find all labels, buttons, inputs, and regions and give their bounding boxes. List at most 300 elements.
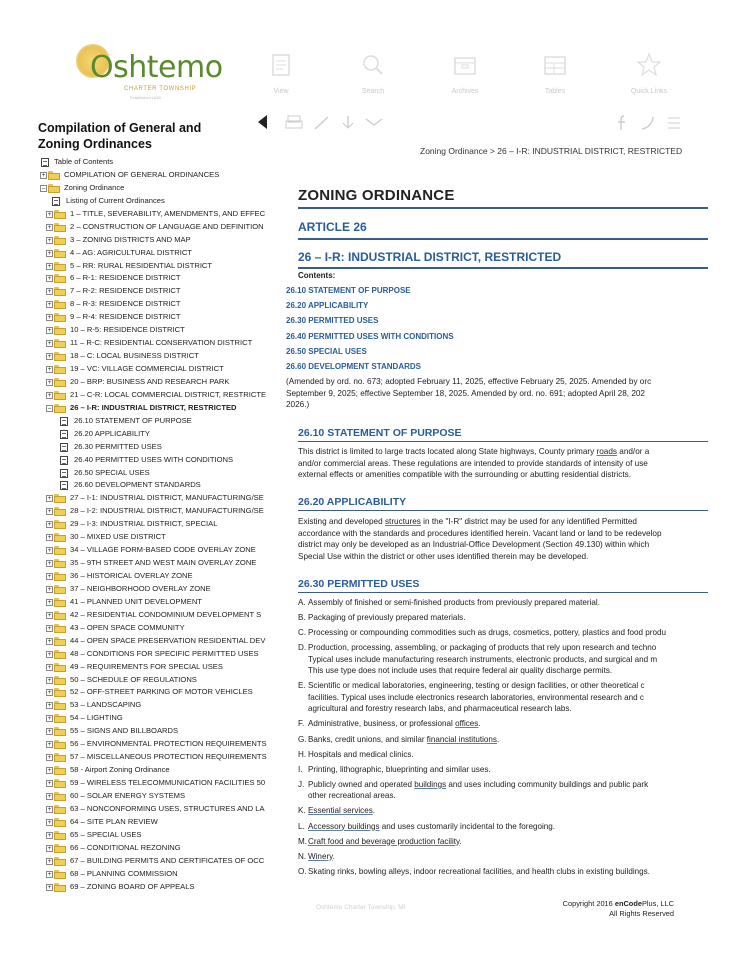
toc-tree-label[interactable]: 48 – CONDITIONS FOR SPECIFIC PERMITTED USES [70, 648, 259, 658]
toc-tree-label[interactable]: 69 – ZONING BOARD OF APPEALS [70, 881, 195, 891]
expand-toggle-icon[interactable]: + [47, 223, 52, 231]
defined-term-link[interactable]: Essential services [308, 806, 373, 816]
toc-tree-label[interactable]: 4 – AG: AGRICULTURAL DISTRICT [70, 247, 192, 257]
defined-term-link[interactable]: structures [384, 517, 421, 526]
toc-tree-label[interactable]: 36 – HISTORICAL OVERLAY ZONE [70, 571, 193, 580]
expand-toggle-icon[interactable]: + [47, 521, 52, 529]
folder-icon [54, 844, 66, 853]
toc-tree-item[interactable] [38, 479, 278, 492]
contents-label: Contents: [298, 271, 336, 280]
print-icon[interactable] [284, 113, 304, 133]
toc-tree-label[interactable]: 57 – MISCELLANEOUS PROTECTION REQUIREMENTS [70, 752, 267, 762]
document-icon [60, 417, 68, 426]
toc-tree-item[interactable] [38, 298, 278, 311]
folder-icon [54, 326, 66, 335]
folder-icon [54, 883, 66, 892]
defined-term-link[interactable]: roads [596, 447, 617, 456]
toc-tree-label[interactable]: 1 – TITLE, SEVERABILITY, AMENDMENTS, AND EFFEC [70, 208, 266, 218]
list-item-body [308, 597, 708, 609]
toc-tree-item[interactable] [38, 208, 278, 221]
toc-link[interactable]: 26.40 PERMITTED USES WITH CONDITIONS [286, 331, 454, 341]
purpose-text [298, 446, 708, 481]
toc-tree [38, 156, 278, 893]
amendment-line: September 9, 2025; effective September 18, 2025. Amended by ord. no. 691; adopted April 28, 202 [286, 388, 645, 398]
toc-tree-label[interactable]: 37 – NEIGHBORHOOD OVERLAY ZONE [70, 583, 211, 593]
toc-tree-item[interactable] [38, 725, 278, 738]
nav-tables[interactable] [520, 52, 590, 96]
list-item-line [308, 779, 708, 791]
toc-tree-item[interactable] [38, 363, 278, 376]
toc-tree-item[interactable] [38, 596, 278, 609]
toc-tree-label[interactable]: 18 – C: LOCAL BUSINESS DISTRICT [70, 351, 199, 361]
folder-icon [54, 766, 66, 775]
toc-tree-label[interactable]: 26.30 PERMITTED USES [74, 441, 162, 451]
expand-toggle-icon[interactable]: + [47, 818, 52, 826]
list-item-line [308, 692, 708, 704]
toc-tree-label[interactable]: 35 – 9TH STREET AND WEST MAIN OVERLAY ZONE [70, 558, 257, 568]
expand-toggle-icon[interactable]: + [47, 624, 52, 632]
list-item-line [308, 612, 708, 624]
nav-archives[interactable] [430, 52, 500, 96]
copyright-brand: enCode [614, 899, 642, 908]
toc-tree-item[interactable] [38, 260, 278, 273]
expand-toggle-icon[interactable]: + [47, 715, 52, 723]
toc-tree-item[interactable] [38, 467, 278, 480]
toc-tree-label[interactable]: 3 – ZONING DISTRICTS AND MAP [70, 234, 191, 244]
expand-toggle-icon[interactable]: + [47, 262, 52, 270]
toc-tree-label[interactable]: 6 – R-1: RESIDENCE DISTRICT [70, 273, 181, 283]
expand-toggle-icon[interactable]: + [47, 340, 52, 348]
toc-tree-label[interactable]: 8 – R-3: RESIDENCE DISTRICT [70, 299, 181, 309]
defined-term-link[interactable]: Winery [308, 851, 333, 861]
article-heading: ARTICLE 26 [298, 220, 367, 234]
expand-toggle-icon[interactable]: + [47, 792, 52, 800]
permitted-use-item [298, 642, 708, 677]
expand-toggle-icon[interactable]: + [47, 560, 52, 568]
amendment-line: 2026.) [286, 400, 310, 410]
toc-tree-label[interactable]: 11 – R-C: RESIDENTIAL CONSERVATION DISTRICT [70, 338, 253, 348]
toc-tree-label[interactable]: Zoning Ordinance [64, 182, 125, 192]
toc-tree-label[interactable]: 56 – ENVIRONMENTAL PROTECTION REQUIREMENTS [70, 739, 267, 749]
defined-term-link[interactable]: buildings [414, 779, 447, 789]
expand-toggle-icon[interactable]: + [47, 767, 52, 775]
toc-link[interactable]: 26.20 APPLICABILITY [286, 301, 369, 311]
expand-toggle-icon[interactable]: + [47, 650, 52, 658]
toc-tree-item[interactable] [38, 583, 278, 596]
copyright-line [520, 899, 674, 909]
expand-toggle-icon[interactable]: + [47, 275, 52, 283]
edit-icon[interactable] [312, 113, 332, 133]
toc-tree-label[interactable]: 7 – R-2: RESIDENCE DISTRICT [70, 286, 181, 296]
toc-tree-label[interactable]: 63 – NONCONFORMING USES, STRUCTURES AND LA [70, 803, 265, 813]
expand-toggle-icon[interactable]: + [47, 844, 52, 852]
footer-township: Oshtemo Charter Township, MI [316, 904, 406, 911]
expand-toggle-icon[interactable]: + [47, 391, 52, 399]
nav-quick-links[interactable] [614, 52, 684, 96]
folder-icon [54, 313, 66, 322]
amendment-line: (Amended by ord. no. 673; adopted February 11, 2025, effective February 25, 2025. Amended by orc [286, 377, 652, 386]
expand-toggle-icon[interactable]: + [47, 573, 52, 580]
expand-toggle-icon[interactable]: + [47, 663, 52, 671]
permitted-use-item [298, 597, 708, 609]
toc-tree-item[interactable] [38, 635, 278, 648]
folder-icon [54, 857, 66, 866]
toc-tree-item[interactable] [38, 751, 278, 764]
folder-icon [54, 805, 66, 814]
toc-tree-label[interactable]: 42 – RESIDENTIAL CONDOMINIUM DEVELOPMENT S [70, 609, 262, 619]
list-item-body [308, 805, 708, 817]
toc-tree-item[interactable] [38, 285, 278, 298]
toc-tree-item[interactable] [38, 402, 278, 415]
toc-tree-item[interactable] [38, 272, 278, 285]
toc-tree-label[interactable]: 59 – WIRELESS TELECOMMUNICATION FACILITIES 50 [70, 778, 266, 787]
toc-tree-label[interactable]: 26.50 SPECIAL USES [74, 467, 150, 477]
toc-tree-item[interactable] [38, 816, 278, 829]
toc-tree-label[interactable]: 2 – CONSTRUCTION OF LANGUAGE AND DEFINITION [70, 221, 264, 231]
heading-rule [298, 267, 708, 269]
toc-tree-label[interactable]: 66 – CONDITIONAL REZONING [70, 842, 181, 852]
text-span: This use type does not include uses that require federal air quality discharge permits. [308, 666, 613, 676]
toc-tree-item[interactable] [38, 842, 278, 855]
nav-label: Search [361, 88, 385, 95]
list-letter: G. [298, 734, 307, 744]
folder-icon [54, 598, 66, 607]
toc-tree-label[interactable]: 28 – I-2: INDUSTRIAL DISTRICT, MANUFACTURING/SE [70, 506, 264, 516]
text-span: Assembly of finished or semi-finished products from previously prepared material. [308, 598, 600, 607]
toc-tree-label[interactable]: 29 – I-3: INDUSTRIAL DISTRICT, SPECIAL [70, 519, 218, 529]
menu-icon[interactable] [664, 113, 684, 133]
toc-tree-label[interactable]: Listing of Current Ordinances [66, 195, 165, 205]
expand-toggle-icon[interactable]: + [47, 378, 52, 386]
toc-tree-item[interactable] [38, 221, 278, 234]
expand-toggle-icon[interactable]: + [47, 508, 52, 516]
toc-tree-item[interactable] [38, 803, 278, 816]
folder-icon [54, 507, 66, 516]
toc-tree-item[interactable] [38, 881, 278, 894]
toc-tree-item[interactable] [38, 169, 278, 182]
toc-tree-item[interactable] [38, 350, 278, 363]
township-logo[interactable] [70, 38, 230, 100]
list-letter: F. [298, 719, 305, 729]
toc-tree-item[interactable] [38, 389, 278, 402]
text-span: This district is limited to large tracts located along State highways, County primary [298, 447, 597, 456]
permitted-use-item [298, 718, 708, 730]
document-icon [60, 481, 68, 490]
toc-tree-label[interactable]: 20 – BRP: BUSINESS AND RESEARCH PARK [70, 376, 230, 386]
expand-toggle-icon[interactable]: + [47, 741, 52, 749]
toc-tree-label[interactable]: 52 – OFF-STREET PARKING OF MOTOR VEHICLES [70, 687, 253, 697]
permitted-use-item [298, 805, 708, 817]
toc-tree-item[interactable] [38, 686, 278, 699]
toc-tree-item[interactable] [38, 609, 278, 622]
toc-tree-label[interactable]: 9 – R-4: RESIDENCE DISTRICT [70, 312, 181, 322]
expand-toggle-icon[interactable]: + [47, 314, 52, 322]
expand-toggle-icon[interactable]: + [47, 754, 52, 762]
toc-tree-label[interactable]: 65 – SPECIAL USES [70, 829, 142, 839]
folder-icon [54, 870, 66, 879]
toc-tree-item[interactable] [38, 738, 278, 751]
toc-tree-item[interactable] [38, 829, 278, 842]
list-item-line [308, 851, 708, 863]
text-span: Production, processing, assembling, or packaging of products that rely upon research and techno [308, 643, 657, 653]
permitted-use-item [298, 851, 708, 863]
toc-link[interactable]: 26.60 DEVELOPMENT STANDARDS [286, 361, 421, 371]
toc-tree-label[interactable]: 21 – C-R: LOCAL COMMERCIAL DISTRICT, RESTRICTE [70, 389, 267, 399]
expand-toggle-icon[interactable]: + [47, 288, 52, 296]
permitted-use-item [298, 612, 708, 624]
toc-tree-label[interactable]: 68 – PLANNING COMMISSION [70, 868, 178, 878]
expand-toggle-icon[interactable]: + [47, 249, 52, 257]
toc-tree-item[interactable] [38, 570, 278, 583]
permitted-use-item [298, 821, 708, 833]
archive-icon [452, 52, 478, 78]
list-item-line [308, 597, 708, 609]
toc-tree-item[interactable] [38, 234, 278, 247]
expand-toggle-icon[interactable]: + [47, 728, 52, 736]
text-span: Printing, lithographic, blueprinting and similar uses. [308, 764, 491, 774]
folder-icon [54, 546, 66, 555]
toc-tree-item[interactable] [38, 777, 278, 790]
toc-tree-label[interactable]: COMPILATION OF GENERAL ORDINANCES [64, 169, 220, 179]
toc-tree-item[interactable] [38, 492, 278, 505]
toc-tree-label[interactable]: 54 – LIGHTING [70, 713, 123, 723]
defined-term-link[interactable]: offices [455, 719, 479, 729]
folder-icon [54, 378, 66, 387]
expand-toggle-icon[interactable]: + [47, 598, 52, 606]
toc-tree-item[interactable] [38, 557, 278, 570]
download-icon[interactable] [338, 113, 358, 133]
expand-toggle-icon[interactable]: + [47, 780, 52, 787]
expand-toggle-icon[interactable]: + [47, 534, 52, 542]
toc-tree-item[interactable] [38, 311, 278, 324]
collapse-toggle-icon[interactable]: − [47, 404, 52, 412]
toc-tree-item[interactable] [38, 195, 278, 208]
list-letter: C. [298, 628, 307, 638]
toolbar [258, 113, 698, 135]
text-span: . [372, 806, 376, 816]
list-item-line [308, 805, 708, 817]
list-letter: D. [298, 643, 307, 653]
expand-toggle-icon[interactable]: + [47, 547, 52, 555]
expand-toggle-icon[interactable]: + [47, 689, 52, 697]
expand-toggle-icon[interactable]: + [47, 805, 52, 813]
toc-tree-label[interactable]: 26 – I-R: INDUSTRIAL DISTRICT, RESTRICTED [70, 402, 237, 412]
list-item-body [308, 836, 708, 848]
folder-icon [54, 533, 66, 542]
folder-icon [54, 210, 66, 219]
folder-icon [54, 262, 66, 271]
defined-term-link[interactable]: financial institutions [426, 734, 497, 744]
text-span: district may only be developed as an Industrial-Office Development (Section 49.130) within which [298, 540, 650, 550]
toc-tree-item[interactable] [38, 415, 278, 428]
text-span: agricultural and forestry research labs, and pharmaceutical research labs. [308, 704, 572, 714]
toc-tree-label[interactable]: 27 – I-1: INDUSTRIAL DISTRICT, MANUFACTURING/SE [70, 493, 264, 503]
toc-link[interactable]: 26.50 SPECIAL USES [286, 346, 367, 356]
toc-tree-label[interactable]: Table of Contents [54, 157, 114, 166]
list-letter: L. [298, 821, 305, 831]
toc-tree-item[interactable] [38, 376, 278, 389]
logo-name: Oshtemo [90, 50, 223, 85]
breadcrumb[interactable]: Zoning Ordinance > 26 – I-R: INDUSTRIAL DISTRICT, RESTRICTED [420, 146, 683, 156]
email-icon[interactable] [364, 113, 384, 133]
folder-icon [54, 287, 66, 296]
toc-tree-item[interactable] [38, 544, 278, 557]
text-span: in the "I-R" district may be used for any identified Permitted [420, 517, 637, 526]
copyright-suffix: Plus, LLC [641, 899, 674, 908]
text-span: . [459, 836, 462, 846]
section-rule [298, 441, 708, 442]
toc-tree-label[interactable]: 10 – R-5: RESIDENCE DISTRICT [70, 325, 185, 335]
toc-tree-item[interactable] [38, 324, 278, 337]
toc-tree-label[interactable]: 64 – SITE PLAN REVIEW [70, 816, 158, 826]
list-item-line [308, 627, 708, 639]
toc-tree-label[interactable]: 53 – LANDSCAPING [70, 700, 142, 710]
folder-icon [54, 740, 66, 749]
toc-tree-label[interactable]: 26.40 PERMITTED USES WITH CONDITIONS [74, 454, 234, 464]
text-span: and uses including community buildings and public park [446, 779, 649, 789]
text-span: Special Use within the district or other uses identified therein may be developed. [298, 551, 589, 561]
toc-tree-label[interactable]: 67 – BUILDING PERMITS AND CERTIFICATES OF OCC [70, 855, 265, 865]
toc-link[interactable]: 26.10 STATEMENT OF PURPOSE [286, 286, 411, 295]
toc-tree-item[interactable] [38, 868, 278, 881]
folder-icon [54, 650, 66, 659]
folder-icon [54, 676, 66, 685]
toc-tree-label[interactable]: 19 – VC: VILLAGE COMMERCIAL DISTRICT [70, 364, 224, 373]
toc-tree-label[interactable]: 44 – OPEN SPACE PRESERVATION RESIDENTIAL DEV [70, 635, 266, 645]
toc-tree-item[interactable] [38, 247, 278, 260]
toc-tree-item[interactable] [38, 182, 278, 195]
expand-toggle-icon[interactable]: + [47, 210, 52, 218]
toc-tree-label[interactable]: 58 - Airport Zoning Ordinance [70, 765, 170, 775]
text-span: Existing and developed [298, 517, 385, 526]
purpose-heading: 26.10 STATEMENT OF PURPOSE [298, 427, 462, 439]
list-item-line [308, 718, 708, 730]
nav-label: View [273, 88, 289, 95]
expand-toggle-icon[interactable]: + [41, 171, 46, 179]
toc-tree-label[interactable]: 41 – PLANNED UNIT DEVELOPMENT [70, 596, 202, 606]
expand-toggle-icon[interactable]: + [47, 637, 52, 645]
search-icon [360, 52, 386, 78]
folder-icon [54, 624, 66, 633]
toc-tree-item[interactable] [38, 337, 278, 350]
toc-tree-label[interactable]: 26.20 APPLICABILITY [74, 428, 150, 438]
toc-tree-item[interactable] [38, 441, 278, 454]
toc-tree-item[interactable] [38, 454, 278, 467]
toc-tree-item[interactable] [38, 648, 278, 661]
paragraph-line [298, 516, 708, 528]
rights-line: All Rights Reserved [609, 909, 674, 918]
text-span: accordance with the standards and procedures identified herein. Vacant land or land to be redevelop [298, 528, 662, 538]
list-item-body [308, 866, 708, 878]
toc-tree-item[interactable] [38, 518, 278, 531]
document-icon [268, 52, 294, 78]
list-item-line [308, 821, 708, 833]
nav-view[interactable] [246, 52, 316, 96]
text-span: and uses customarily incidental to the foregoing. [379, 821, 555, 831]
collapse-sidebar-arrow-icon[interactable] [258, 115, 267, 129]
toc-tree-item[interactable] [38, 712, 278, 725]
expand-toggle-icon[interactable]: + [47, 831, 52, 839]
paragraph-line [298, 446, 708, 458]
list-item-body [308, 718, 708, 730]
table-icon [542, 52, 568, 78]
toc-tree-label[interactable]: 5 – RR: RURAL RESIDENTIAL DISTRICT [70, 260, 213, 270]
toc-tree-label[interactable]: 55 – SIGNS AND BILLBOARDS [70, 726, 179, 736]
toc-tree-label[interactable]: 26.60 DEVELOPMENT STANDARDS [74, 480, 201, 490]
folder-icon [54, 352, 66, 361]
toc-tree-label[interactable]: 34 – VILLAGE FORM-BASED CODE OVERLAY ZONE [70, 545, 256, 555]
expand-toggle-icon[interactable]: + [47, 611, 52, 619]
folder-icon [54, 792, 66, 801]
toc-tree-item[interactable] [38, 428, 278, 441]
toc-tree-item[interactable] [38, 790, 278, 803]
list-item-body [308, 627, 708, 639]
toc-link[interactable]: 26.30 PERMITTED USES [286, 316, 379, 326]
text-span: . [332, 851, 335, 861]
toc-tree-item[interactable] [38, 156, 278, 169]
toc-tree-item[interactable] [38, 855, 278, 868]
toc-tree-item[interactable] [38, 674, 278, 687]
expand-toggle-icon[interactable]: + [47, 495, 52, 503]
toc-tree-label[interactable]: 43 – OPEN SPACE COMMUNITY [70, 622, 185, 632]
expand-toggle-icon[interactable]: + [47, 585, 52, 593]
folder-icon [54, 753, 66, 762]
expand-toggle-icon[interactable]: + [47, 870, 52, 878]
expand-toggle-icon[interactable]: + [47, 236, 52, 244]
toc-tree-label[interactable]: 50 – SCHEDULE OF REGULATIONS [70, 674, 197, 684]
toc-tree-label[interactable]: 60 – SOLAR ENERGY SYSTEMS [70, 790, 186, 800]
text-span: facilities. Typical uses include electronics research laboratories, environmental research and c [308, 692, 644, 702]
share-icon[interactable] [638, 113, 658, 133]
toc-tree-item[interactable] [38, 661, 278, 674]
expand-toggle-icon[interactable]: + [47, 301, 52, 309]
text-span: . [496, 734, 500, 744]
toc-tree-item[interactable] [38, 622, 278, 635]
expand-toggle-icon[interactable]: + [47, 857, 52, 865]
defined-term-link[interactable]: Craft food and beverage production facility [308, 836, 460, 846]
collapse-toggle-icon[interactable]: − [41, 184, 46, 192]
zoning-heading: ZONING ORDINANCE [298, 187, 455, 204]
toc-tree-label[interactable]: 49 – REQUIREMENTS FOR SPECIAL USES [70, 661, 223, 671]
paragraph-line [298, 539, 708, 551]
toc-tree-item[interactable] [38, 764, 278, 777]
permitted-heading: 26.30 PERMITTED USES [298, 578, 420, 590]
toc-tree-label[interactable]: 26.10 STATEMENT OF PURPOSE [74, 415, 192, 425]
expand-toggle-icon[interactable]: + [47, 676, 52, 684]
list-item-line [308, 734, 708, 746]
list-item-line [308, 790, 708, 802]
expand-toggle-icon[interactable]: + [47, 702, 52, 710]
expand-toggle-icon[interactable]: + [47, 353, 52, 361]
nav-search[interactable] [338, 52, 408, 96]
toc-tree-item[interactable] [38, 699, 278, 712]
permitted-use-item [298, 866, 708, 878]
expand-toggle-icon[interactable]: + [47, 883, 52, 891]
defined-term-link[interactable]: Accessory buildings [308, 821, 380, 831]
document-icon [41, 158, 49, 167]
toc-tree-item[interactable] [38, 505, 278, 518]
nav-label: Archives [451, 88, 479, 95]
folder-icon [54, 223, 66, 232]
folder-icon [54, 365, 66, 374]
text-span: other recreational areas. [308, 791, 396, 801]
expand-toggle-icon[interactable]: + [47, 327, 52, 335]
facebook-icon[interactable] [612, 113, 632, 133]
toc-tree-label[interactable]: 30 – MIXED USE DISTRICT [70, 532, 166, 542]
expand-toggle-icon[interactable]: + [47, 366, 52, 373]
toc-tree-item[interactable] [38, 531, 278, 544]
folder-icon [54, 727, 66, 736]
